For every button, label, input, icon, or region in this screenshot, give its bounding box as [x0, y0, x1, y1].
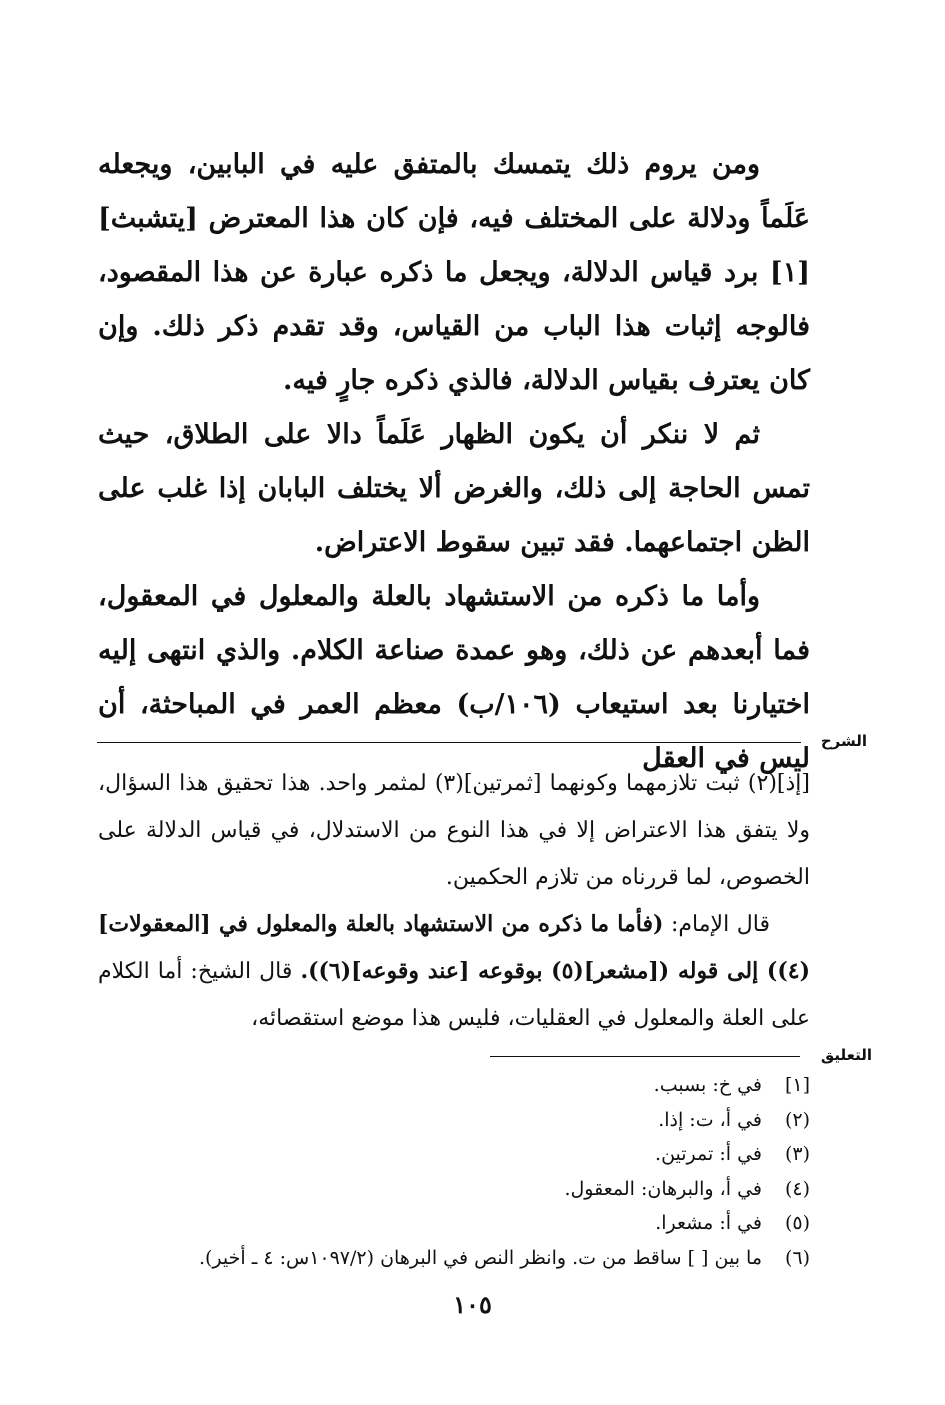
main-paragraph-3: وأما ما ذكره من الاستشهاد بالعلة والمعلول في المعقول، فما أبعدهم عن ذلك، وهو عمدة صناعة الكلام. والذي انتهى إليه اختيارنا بعد استيعاب (١٠٦/ب) معظم العمر في المباحثة، أن ليس في العقل: [98, 581, 810, 774]
footnotes-list: [98, 1068, 810, 1275]
footnote-number: (٦): [784, 1246, 810, 1269]
footnote-item: [98, 1206, 810, 1241]
main-paragraph-2: ثم لا ننكر أن يكون الظهار عَلَماً دالا على الطلاق، حيث تمس الحاجة إلى ذلك، والغرض ألا يختلف البابان إذا غلب على الظن اجتماعهما. فقد تبين سقوط الاعتراض.: [98, 419, 810, 558]
main-paragraph-1: ومن يروم ذلك يتمسك بالمتفق عليه في البابين، ويجعله عَلَماً ودلالة على المختلف فيه، فإن كان هذا المعترض [يتشبث][١] برد قياس الدلالة، ويجعل ما ذكره عبارة عن هذا المقصود، فالوجه إثبات هذا الباب من القياس، وقد تقدم ذكر ذلك. وإن كان يعترف بقياس الدلالة، فالذي ذكره جارٍ فيه.: [98, 149, 810, 396]
footnote-text: ما بين [ ] ساقط من ت. وانظر النص في البرهان (١٠٩٧/٢س: ٤ ـ أخير).: [198, 1246, 762, 1269]
footnote-number: [١]: [784, 1074, 810, 1096]
main-text: [98, 138, 810, 786]
sharh-section: [98, 760, 810, 1042]
footnote-number: (٤): [784, 1177, 810, 1200]
footnote-text: في أ: مشعرا.: [655, 1212, 762, 1234]
footnote-item: [98, 1137, 810, 1172]
footnote-item: [98, 1241, 810, 1276]
sharh-sheikh-commentary: قال الشيخ: أما الكلام على العلة والمعلول في العقليات، فليس هذا موضع استقصائه،: [98, 959, 810, 1031]
taliq-divider-rule: [490, 1056, 800, 1057]
sharh-imam-quote: (فأما ما ذكره من الاستشهاد بالعلة والمعلول في [المعقولات](٤)) إلى قوله ([مشعر](٥) بوقوعه [عند وقوعه](٦)).: [98, 911, 810, 984]
footnote-text: في أ: تمرتين.: [655, 1143, 762, 1165]
footnote-item: [98, 1103, 810, 1138]
page-number: ١٠٥: [453, 1290, 492, 1319]
sharh-divider: [97, 732, 867, 756]
sharh-paragraph-2: [98, 901, 810, 1042]
sharh-paragraph-1: [إذ](٢) ثبت تلازمهما وكونهما [ثمرتين](٣) لمثمر واحد. هذا تحقيق هذا السؤال، ولا يتفق هذا الاعتراض إلا في هذا النوع من الاستدلال، في قياس الدلالة على الخصوص، لما قررناه من تلازم الحكمين.: [98, 771, 810, 890]
footnote-item: [98, 1068, 810, 1103]
taliq-divider: [490, 1046, 872, 1070]
sharh-divider-rule: [97, 742, 801, 743]
footnote-text: في خ: بسبب.: [653, 1074, 762, 1096]
footnote-number: (٥): [784, 1212, 810, 1234]
footnote-text: في أ، ت: إذا.: [658, 1108, 762, 1131]
footnote-number: (٣): [784, 1143, 810, 1165]
sharh-label: الشرح: [820, 732, 867, 750]
footnote-item: [98, 1172, 810, 1207]
taliq-label: التعليق: [820, 1046, 872, 1064]
sharh-imam-intro: قال الإمام:: [663, 912, 770, 937]
footnote-text: في أ، والبرهان: المعقول.: [564, 1177, 762, 1200]
footnote-number: (٢): [784, 1108, 810, 1131]
